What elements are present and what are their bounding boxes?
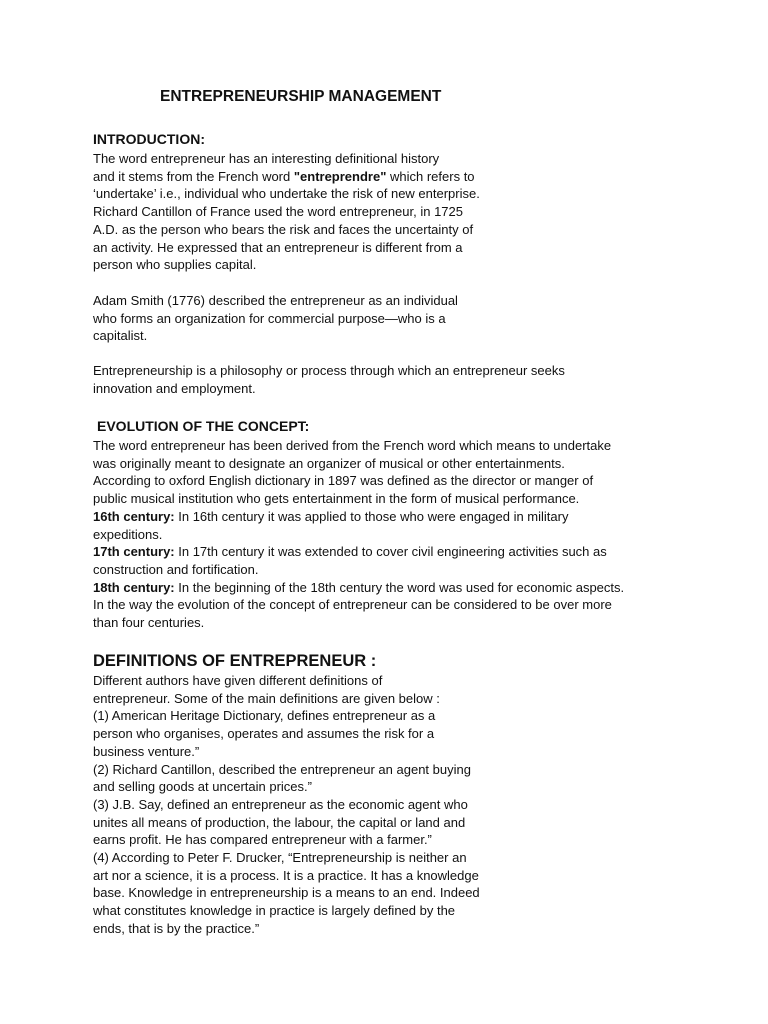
text-line: 16th century: In 16th century it was applied to those who were engaged in military (93, 508, 569, 524)
text-line: The word entrepreneur has an interesting definitional history (93, 151, 440, 166)
text-line: (2) Richard Cantillon, described the entrepreneur an agent buying (93, 761, 471, 777)
text-line: an activity. He expressed that an entrepreneur is different from a (93, 239, 463, 255)
text-line: base. Knowledge in entrepreneurship is a means to an end. Indeed (93, 885, 480, 901)
text-line: unites all means of production, the labour, the capital or land and (93, 814, 466, 830)
text-line: The word entrepreneur has been derived from the French word which means to undertake (93, 438, 612, 453)
text-line: and it stems from the French word "entreprendre" which refers to (93, 168, 475, 184)
intro-paragraph-2 (93, 292, 458, 345)
introduction-heading: INTRODUCTION: (93, 131, 205, 147)
text-line: ‘undertake’ i.e., individual who undertake the risk of new enterprise. (93, 186, 480, 202)
text-line: who forms an organization for commercial purpose—who is a (93, 310, 446, 326)
bold-term: 16th century: (93, 508, 175, 524)
text-line: person who organises, operates and assumes the risk for a (93, 726, 435, 742)
bold-term: "entreprendre" (293, 168, 387, 184)
document-title: ENTREPRENEURSHIP MANAGEMENT (160, 88, 442, 105)
definitions-heading: DEFINITIONS OF ENTREPRENEUR : (93, 652, 377, 670)
text-line: construction and fortification. (93, 561, 259, 577)
text-line: 17th century: In 17th century it was extended to cover civil engineering activities such as (93, 544, 607, 560)
text-line: what constitutes knowledge in practice is largely defined by the (93, 903, 456, 919)
text-line: (1) American Heritage Dictionary, defines entrepreneur as a (93, 708, 436, 724)
text-line: In the way the evolution of the concept of entrepreneur can be considered to be over more (93, 597, 612, 613)
text-line: ends, that is by the practice.” (93, 920, 260, 936)
text-line: art nor a science, it is a process. It is a practice. It has a knowledge (93, 867, 479, 883)
text-line: person who supplies capital. (93, 257, 257, 273)
intro-paragraph-1 (93, 150, 480, 274)
evolution-heading: EVOLUTION OF THE CONCEPT: (97, 418, 310, 434)
text-line: (4) According to Peter F. Drucker, “Entrepreneurship is neither an (93, 850, 467, 866)
definitions-paragraph (93, 672, 480, 938)
text-line: Richard Cantillon of France used the word entrepreneur, in 1725 (93, 204, 463, 220)
bold-term: 18th century: (93, 579, 175, 595)
text-line: According to oxford English dictionary in 1897 was defined as the director or manger of (93, 473, 594, 489)
text-line: than four centuries. (93, 615, 205, 631)
text-line: A.D. as the person who bears the risk and faces the uncertainty of (93, 221, 474, 237)
bold-term: 17th century: (93, 544, 175, 560)
text-line: entrepreneur. Some of the main definitions are given below : (93, 690, 440, 706)
text-line: and selling goods at uncertain prices.” (93, 779, 312, 795)
text-line: public musical institution who gets entertainment in the form of musical performance. (93, 491, 580, 507)
text-line: expeditions. (93, 526, 163, 542)
text-line: was originally meant to designate an organizer of musical or other entertainments. (93, 455, 565, 471)
text-line: Entrepreneurship is a philosophy or process through which an entrepreneur seeks (93, 363, 565, 378)
text-line: 18th century: In the beginning of the 18th century the word was used for economic aspects. (93, 579, 625, 595)
text-line: Adam Smith (1776) described the entrepreneur as an individual (93, 293, 458, 308)
text-line: capitalist. (93, 328, 148, 344)
text-line: Different authors have given different definitions of (93, 673, 383, 688)
text-line: (3) J.B. Say, defined an entrepreneur as the economic agent who (93, 796, 468, 812)
text-line: business venture.” (93, 743, 200, 759)
evolution-paragraph (93, 437, 624, 632)
text-line: earns profit. He has compared entrepreneur with a farmer.” (93, 832, 432, 848)
intro-paragraph-3 (93, 362, 565, 397)
text-line: innovation and employment. (93, 380, 256, 396)
